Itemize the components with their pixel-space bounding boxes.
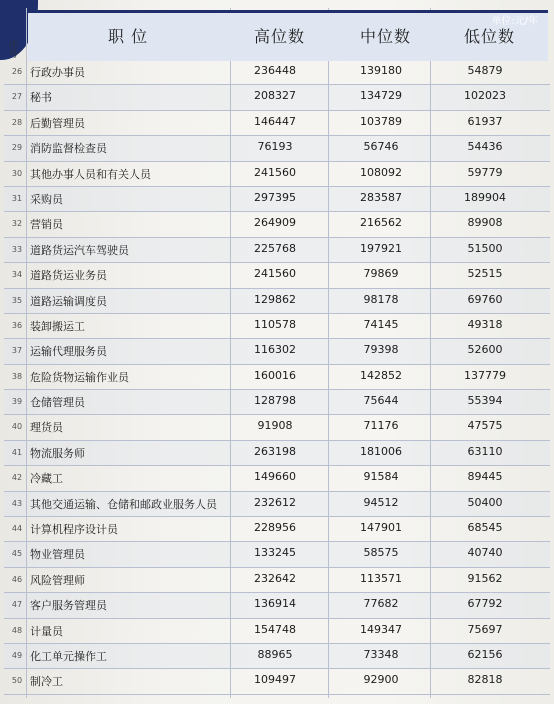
table-row xyxy=(4,212,550,237)
table-row xyxy=(4,111,550,136)
row-index: 34 xyxy=(11,270,23,280)
salary-table xyxy=(4,60,550,695)
row-high: 263198 xyxy=(254,444,296,458)
row-index: 36 xyxy=(11,320,23,330)
row-mid: 181006 xyxy=(360,444,402,458)
table-row xyxy=(4,339,550,364)
row-position: 风险管理师 xyxy=(30,573,85,587)
table-row xyxy=(4,415,550,440)
table-row xyxy=(4,238,550,263)
table-row xyxy=(4,365,550,390)
row-position: 理货员 xyxy=(30,421,63,435)
row-position: 物业管理员 xyxy=(30,548,85,562)
table-row xyxy=(4,619,550,644)
row-position: 秘书 xyxy=(30,91,52,105)
row-high: 128798 xyxy=(254,394,296,408)
row-high: 136914 xyxy=(254,597,296,611)
row-low: 40740 xyxy=(467,546,503,560)
row-position: 客户服务管理员 xyxy=(30,599,107,613)
row-mid: 94512 xyxy=(363,495,399,509)
row-mid: 147901 xyxy=(360,521,402,535)
row-index: 33 xyxy=(11,244,23,254)
table-row xyxy=(4,644,550,669)
row-high: 91908 xyxy=(257,419,293,433)
row-mid: 79869 xyxy=(363,267,399,281)
row-low: 67792 xyxy=(467,597,503,611)
row-high: 154748 xyxy=(254,622,296,636)
row-mid: 283587 xyxy=(360,190,402,204)
column-divider xyxy=(26,8,27,698)
row-mid: 92900 xyxy=(363,673,399,687)
table-row xyxy=(4,187,550,212)
row-low: 54879 xyxy=(467,64,503,77)
row-high: 225768 xyxy=(254,241,296,255)
row-position: 冷藏工 xyxy=(30,472,63,486)
row-index: 38 xyxy=(11,371,23,381)
row-position: 其他办事人员和有关人员 xyxy=(30,167,151,181)
row-index: 35 xyxy=(11,295,23,305)
row-mid: 134729 xyxy=(360,89,402,103)
row-high: 236448 xyxy=(254,64,296,77)
row-index: 50 xyxy=(11,676,23,686)
table-row xyxy=(4,492,550,517)
table-header xyxy=(8,6,548,60)
table-row xyxy=(4,593,550,618)
row-index: 37 xyxy=(11,346,23,356)
row-low: 89908 xyxy=(467,216,503,230)
row-mid: 79398 xyxy=(363,343,399,357)
row-high: 110578 xyxy=(254,317,296,331)
row-position: 计算机程序设计员 xyxy=(30,523,118,537)
row-index: 40 xyxy=(11,422,23,432)
row-low: 49318 xyxy=(467,317,503,331)
row-index: 41 xyxy=(11,447,23,457)
table-row xyxy=(4,162,550,187)
row-position: 道路运输调度员 xyxy=(30,294,107,308)
row-high: 208327 xyxy=(254,89,296,103)
row-low: 102023 xyxy=(464,89,506,103)
column-divider xyxy=(328,8,329,698)
row-index: 31 xyxy=(11,193,23,203)
table-row xyxy=(4,390,550,415)
row-low: 69760 xyxy=(467,292,503,306)
row-high: 129862 xyxy=(254,292,296,306)
row-low: 75697 xyxy=(467,622,503,636)
row-position: 消防监督检查员 xyxy=(30,142,107,156)
row-high: 88965 xyxy=(257,647,293,661)
row-mid: 73348 xyxy=(363,647,399,661)
row-position: 化工单元操作工 xyxy=(30,649,107,663)
table-row xyxy=(4,568,550,593)
row-low: 61937 xyxy=(467,114,503,128)
column-divider xyxy=(430,8,431,698)
row-index: 29 xyxy=(11,143,23,153)
row-mid: 56746 xyxy=(363,140,399,154)
row-low: 137779 xyxy=(464,368,506,382)
row-low: 47575 xyxy=(467,419,503,433)
row-mid: 91584 xyxy=(363,470,399,484)
row-mid: 139180 xyxy=(360,64,402,77)
row-high: 133245 xyxy=(254,546,296,560)
row-high: 297395 xyxy=(254,190,296,204)
row-position: 后勤管理员 xyxy=(30,116,85,130)
row-index: 48 xyxy=(11,625,23,635)
row-index: 39 xyxy=(11,397,23,407)
header-mid: 中位数 xyxy=(360,27,412,46)
row-position: 行政办事员 xyxy=(30,66,85,79)
row-position: 装卸搬运工 xyxy=(30,319,85,333)
row-low: 82818 xyxy=(467,673,503,687)
row-position: 计量员 xyxy=(30,624,63,638)
row-low: 51500 xyxy=(467,241,503,255)
row-index: 32 xyxy=(11,219,23,229)
row-mid: 74145 xyxy=(363,317,399,331)
row-high: 264909 xyxy=(254,216,296,230)
row-position: 仓储管理员 xyxy=(30,396,85,410)
table-row xyxy=(4,263,550,288)
row-high: 228956 xyxy=(254,521,296,535)
row-index: 27 xyxy=(11,92,23,102)
table-row xyxy=(4,466,550,491)
row-mid: 75644 xyxy=(363,394,399,408)
row-high: 241560 xyxy=(254,165,296,179)
row-low: 52600 xyxy=(467,343,503,357)
row-index: 43 xyxy=(11,498,23,508)
row-mid: 77682 xyxy=(363,597,399,611)
row-low: 91562 xyxy=(467,571,503,585)
row-mid: 149347 xyxy=(360,622,402,636)
row-high: 241560 xyxy=(254,267,296,281)
row-index: 49 xyxy=(11,650,23,660)
row-low: 50400 xyxy=(467,495,503,509)
table-row xyxy=(4,289,550,314)
row-low: 68545 xyxy=(467,521,503,535)
header-index: 序号 xyxy=(7,40,17,58)
row-position: 其他交通运输、仓储和邮政业服务人员 xyxy=(30,497,217,511)
row-mid: 142852 xyxy=(360,368,402,382)
row-position: 营销员 xyxy=(30,218,63,232)
row-low: 52515 xyxy=(467,267,503,281)
row-position: 制冷工 xyxy=(30,675,63,689)
table-row xyxy=(4,669,550,694)
table-row xyxy=(4,542,550,567)
table-row xyxy=(4,136,550,161)
row-position: 物流服务师 xyxy=(30,446,85,460)
row-low: 189904 xyxy=(464,190,506,204)
row-mid: 216562 xyxy=(360,216,402,230)
row-mid: 98178 xyxy=(363,292,399,306)
row-high: 232642 xyxy=(254,571,296,585)
row-low: 62156 xyxy=(467,647,503,661)
row-high: 116302 xyxy=(254,343,296,357)
row-high: 109497 xyxy=(254,673,296,687)
row-mid: 108092 xyxy=(360,165,402,179)
row-low: 54436 xyxy=(467,140,503,154)
row-mid: 58575 xyxy=(363,546,399,560)
header-high: 高位数 xyxy=(254,27,306,46)
unit-label: 单位:元/年 xyxy=(491,16,538,27)
table-row xyxy=(4,85,550,110)
column-divider xyxy=(230,8,231,698)
row-low: 55394 xyxy=(467,394,503,408)
row-index: 47 xyxy=(11,600,23,610)
row-position: 危险货物运输作业员 xyxy=(30,370,129,384)
row-index: 45 xyxy=(11,549,23,559)
row-low: 59779 xyxy=(467,165,503,179)
row-high: 76193 xyxy=(257,140,293,154)
row-high: 232612 xyxy=(254,495,296,509)
row-low: 89445 xyxy=(467,470,503,484)
row-mid: 103789 xyxy=(360,114,402,128)
table-row xyxy=(4,517,550,542)
row-mid: 197921 xyxy=(360,241,402,255)
row-high: 160016 xyxy=(254,368,296,382)
row-mid: 71176 xyxy=(363,419,399,433)
row-index: 28 xyxy=(11,117,23,127)
row-index: 46 xyxy=(11,574,23,584)
table-row xyxy=(4,60,550,85)
row-low: 63110 xyxy=(467,444,503,458)
row-mid: 113571 xyxy=(360,571,402,585)
row-index: 44 xyxy=(11,524,23,534)
row-index: 26 xyxy=(11,67,23,76)
row-high: 149660 xyxy=(254,470,296,484)
row-index: 42 xyxy=(11,473,23,483)
row-index: 30 xyxy=(11,168,23,178)
row-position: 道路货运业务员 xyxy=(30,269,107,283)
row-position: 道路货运汽车驾驶员 xyxy=(30,243,129,257)
row-high: 146447 xyxy=(254,114,296,128)
row-position: 运输代理服务员 xyxy=(30,345,107,359)
table-row xyxy=(4,441,550,466)
header-low: 低位数 xyxy=(464,27,516,46)
header-position: 职 位 xyxy=(108,27,149,46)
row-position: 采购员 xyxy=(30,192,63,206)
table-row xyxy=(4,314,550,339)
